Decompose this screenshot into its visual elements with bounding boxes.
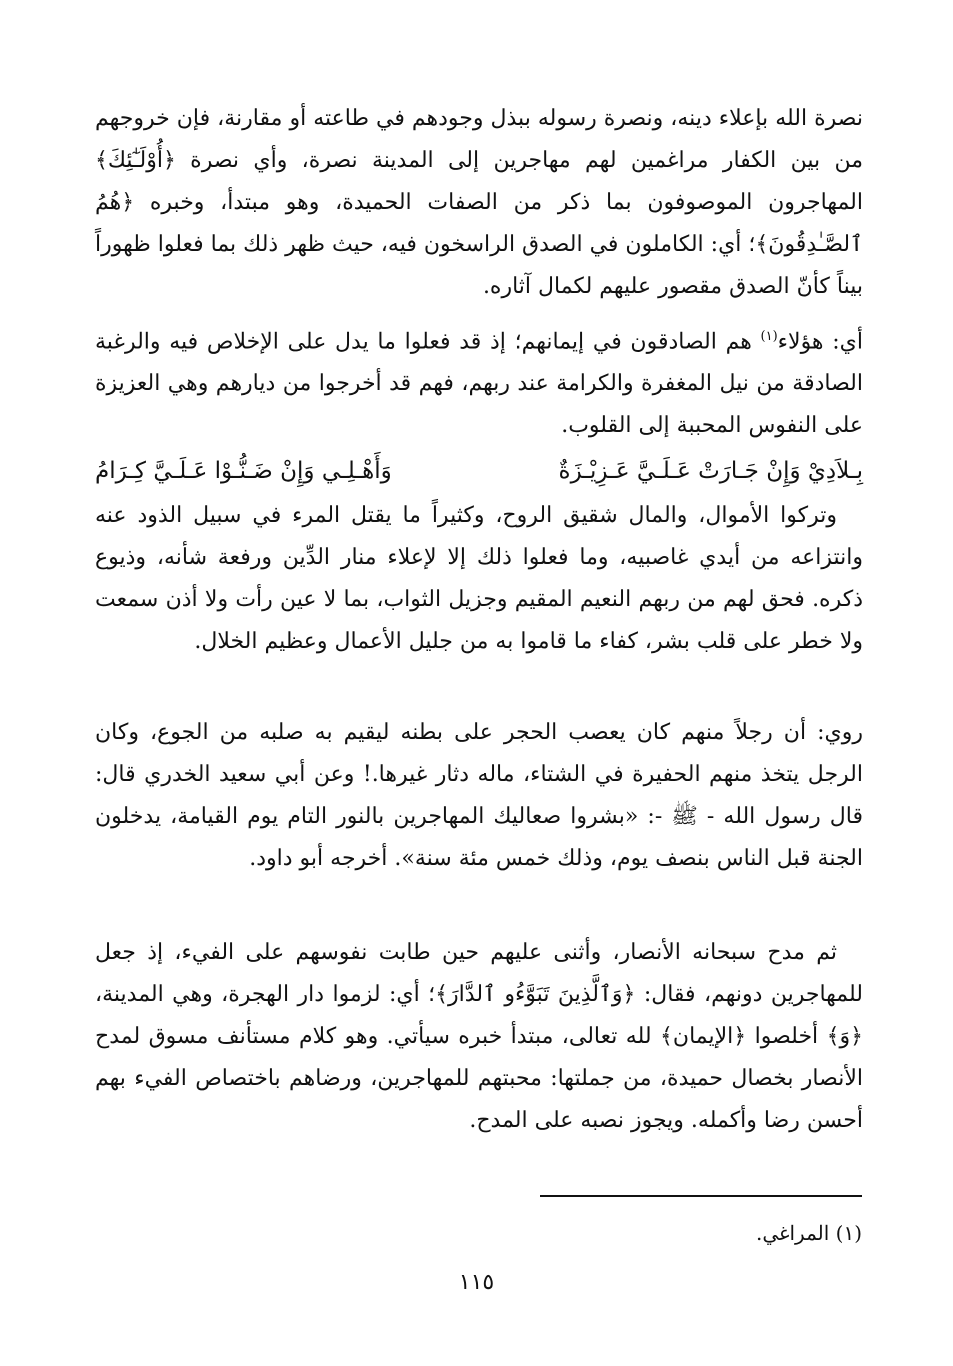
- verse-hemistich-right: بِـلاَدِيْ وَإِنْ جَـارَتْ عَـلَـيَّ عَـزِيْـزَةٌ: [558, 458, 863, 484]
- verse-hemistich-left: وَأَهْـلِـي وَإِنْ ضَـنُّـوْا عَـلَـيَّ كِـرَامُ: [95, 458, 392, 484]
- paragraph-1: نصرة الله بإعلاء دينه، ونصرة رسوله ببذل وجودهم في طاعته أو مقارنة، فإن خروجهم من بين الكفار مراغمين لهم مهاجرين إلى المدينة نصرة، وأي نصرة ﴿أُوْلَـٰٓئِكَ﴾ المهاجرون الموصوفون بما ذكر من الصفات الحميدة، وهو مبتدأ، وخبره ﴿هُمُ ٱلصَّـٰدِقُونَ﴾؛ أي: الكاملون في الصدق الراسخون فيه، حيث ظهر ذلك بما فعلوا ظهوراً بيناً كأنّ الصدق مقصور عليهم لكمال آثاره.: [94, 106, 863, 299]
- paragraph-2-body: هم الصادقون في إيمانهم؛ إذ قد فعلوا ما يدل على الإخلاص فيه والرغبة الصادقة من نيل المغفرة والكرامة عند ربهم، فهم قد أخرجوا من ديارهم وهي العزيزة على النفوس المحببة إلى القلوب.: [95, 329, 863, 439]
- page-number: ١١٥: [458, 1270, 495, 1295]
- paragraph-2: [95, 316, 863, 447]
- paragraph-4: روي: أن رجلاً منهم كان يعصب الحجر على بطنه ليقيم به صلبه من الجوع، وكان الرجل يتخذ منهم الحفيرة في الشتاء، ماله دثار غيرها.! وعن أبي سعيد الخدري قال: قال رسول الله - ﷺ -: «بشروا صعاليك المهاجرين بالنور التام يوم القيامة، يدخلون الجنة قبل الناس بنصف يوم، وذلك خمس مئة سنة». أخرجه أبو داود.: [95, 720, 863, 871]
- paragraph-3: وتركوا الأموال، والمال شقيق الروح، وكثيراً ما يقتل المرء في سبيل الذود عنه وانتزاعه من أيدي غاصبيه، وما فعلوا ذلك إلا لإعلاء منار الدِّين ورفعة شأنه، وذيوع ذكره. فحق لهم من ربهم النعيم المقيم وجزيل الثواب، بما لا عين رأت ولا أذن سمعت ولا خطر على قلب بشر، كفاء ما قاموا به من جليل الأعمال وعظيم الخلال.: [95, 503, 863, 654]
- paragraph-5: ثم مدح سبحانه الأنصار، وأثنى عليهم حين طابت نفوسهم على الفيء، إذ جعل للمهاجرين دونهم، فقال: ﴿وَٱلَّذِينَ تَبَوَّءُو ٱلدَّارَ﴾؛ أي: لزموا دار الهجرة، وهي المدينة، ﴿وَ﴾ أخلصوا ﴿الإيمان﴾ لله تعالى، مبتدأ خبره سيأتي. وهو كلام مستأنف مسوق لمدح الأنصار بخصال حميدة، من جملتها: محبتهم للمهاجرين، ورضاهم باختصاص الفيء بهم أحسن رضا وأكمله. ويجوز نصبه على المدح.: [95, 940, 863, 1133]
- paragraph-2-lead: أي: هؤلاء: [777, 329, 863, 355]
- footnote: (١) المراغي.: [755, 1221, 862, 1245]
- poetry-verse: [95, 450, 863, 492]
- footnote-divider: [540, 1195, 862, 1197]
- footnote-marker: (١): [760, 329, 778, 344]
